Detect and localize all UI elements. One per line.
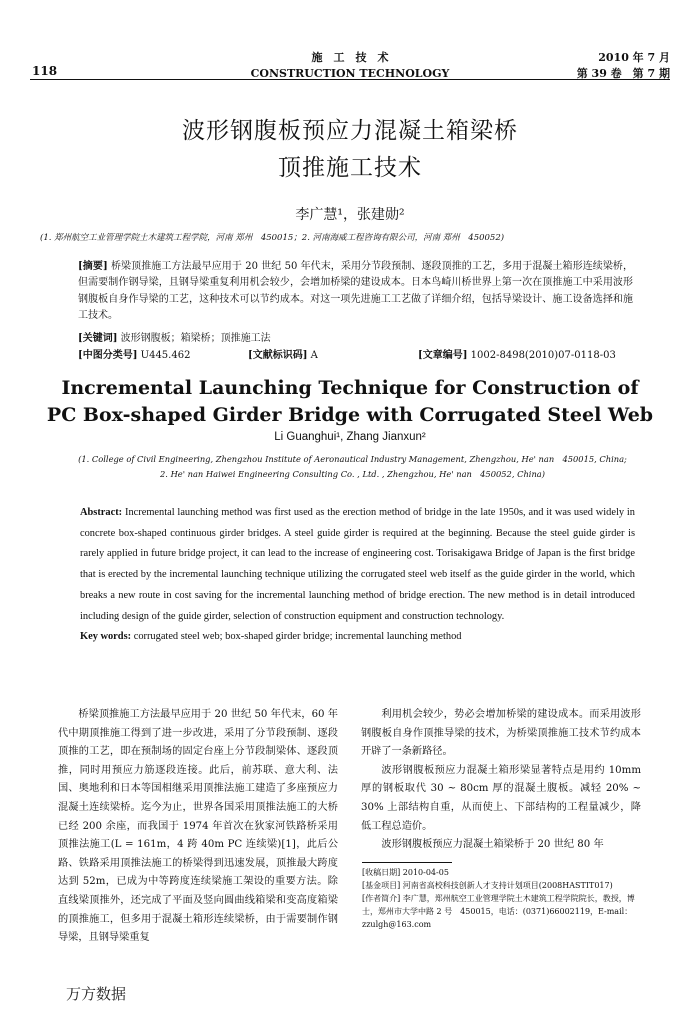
- issue-info: [577, 50, 670, 82]
- abstract-cn-text: 桥梁顶推施工方法最早应用于 20 世纪 50 年代末，采用分节段预制、逐段顶推的工艺，多用于混凝土箱形连续梁桥，但需要制作钢导梁，且钢导梁重复利用机会较少，会增加桥梁的建设成本。日本鸟崎川桥世界上第一次在顶推施工中采用波形钢腹板自身作导梁的工艺，这种技术可以节约成本。对这一项先进施工工艺做了详细介绍，包括导梁设计、施工设备选择和施工技术。: [78, 261, 634, 322]
- authors-en: Li Guanghui¹, Zhang Jianxun²: [274, 431, 426, 443]
- journal-name-cn: 施 工 技 术: [311, 51, 389, 64]
- title-cn-line-2: 顶推施工技术: [278, 155, 422, 181]
- classification-value: U445.462: [140, 350, 191, 361]
- footnote-rule: [362, 862, 452, 863]
- footnote-funding: [基金项目] 河南省高校科技创新人才支持计划项目(2008HASTIT017): [362, 881, 613, 890]
- affiliation-en-line-1: (1. College of Civil Engineering, Zhengzhou Institute of Aeronautical Industry Management, Zhengzhou, He' nan 450015, China;: [78, 454, 627, 464]
- footnotes: [362, 866, 647, 931]
- abstract-cn: [78, 259, 633, 325]
- keywords-cn: [78, 331, 638, 347]
- keywords-en-label: Key words:: [80, 631, 132, 643]
- abstract-en-text: Incremental launching method was first used as the erection method of bridge in the late 1950s, and it was used widely in concrete box-shaped continuous girder bridges. A steel guide girder is required at the beginning. Because the steel guide girder is rarely applied in future bridge project, it can lead to the increase of engineering cost. Torisakigawa Bridge of Japan is the first bridge that is erected by the incremental launching technique utilizing the corrugated steel web itself as the guide girder in the world, which breaks a new route in cost saving for the incremental launching method of bridge erection. The new method is in detail introduced including design of the guide girder, selection of construction equipment and construction technology.: [80, 507, 635, 622]
- keywords-en-text: corrugated steel web; box-shaped girder bridge; incremental launching method: [133, 631, 462, 643]
- header-rule: [30, 79, 670, 80]
- body-paragraph: 波形钢腹板预应力混凝土箱梁桥于 20 世纪 80 年: [381, 839, 604, 851]
- doc-code-label: [文献标识码]: [248, 350, 308, 361]
- affiliation-cn: (1. 郑州航空工业管理学院土木建筑工程学院，河南 郑州 450015；2. 河南海威工程咨询有限公司，河南 郑州 450052): [40, 233, 505, 243]
- classification-row: [78, 348, 638, 364]
- authors-cn: 李广慧¹，张建勋²: [295, 207, 405, 223]
- body-paragraph: 桥梁顶推施工方法最早应用于 20 世纪 50 年代末，60 年代中期顶推施工得到了进一步改进，采用了分节段预制、逐段顶推的工艺，即在预制场的固定台座上分节段制梁体、逐段顶推，同时用预应力筋逐段连接。此后，前苏联、意大利、法国、奥地利和日本等国相继采用顶推法施工建造了多座预应力混凝土连续梁桥。迄今为止，世界各国采用顶推法施工的大桥已经 200 余座，而我国于 1974 年首次在狄家河铁路桥采用顶推法施工(L = 161m，4 跨 40m PC 连续梁)[1]，此后公路、铁路采用顶推法施工的桥梁得到迅速发展，顶推最大跨度达到 52m，已成为中等跨度连续梁施工架设的重要方法。除直线梁顶推外，还完成了平面及竖向圆曲线箱梁和变高度箱梁的顶推施工，但多用于混凝土箱形连续梁桥，由于需要制作钢导梁，且钢导梁重复: [58, 709, 338, 944]
- abstract-en: [80, 503, 635, 648]
- page-number: 118: [32, 64, 58, 78]
- body-column-left: [58, 706, 338, 948]
- article-no-value: 1002-8498(2010)07-0118-03: [470, 350, 616, 361]
- keywords-en: [80, 627, 635, 648]
- issue-date: 2010 年 7 月: [598, 51, 670, 64]
- title-en: [0, 375, 700, 429]
- title-en-line-2: PC Box-shaped Girder Bridge with Corrugated Steel Web: [46, 404, 654, 426]
- abstract-cn-label: [摘要]: [78, 261, 108, 272]
- footnote-author: [作者简介] 李广慧，郑州航空工业管理学院土木建筑工程学院院长，教授，博士，郑州市大学中路 2 号 450015，电话：(0371)66002119，E-mail：zzulgh@163.com: [362, 894, 635, 929]
- keywords-cn-text: 波形钢腹板；箱梁桥；顶推施工法: [120, 333, 271, 344]
- title-cn: [0, 113, 700, 187]
- keywords-cn-label: [关键词]: [78, 333, 118, 344]
- body-column-right: [361, 706, 641, 855]
- title-en-line-1: Incremental Launching Technique for Construction of: [61, 377, 639, 399]
- affiliation-en-line-2: 2. He' nan Haiwei Engineering Consulting Co. , Ltd. , Zhengzhou, He' nan 450052, China): [160, 469, 545, 479]
- affiliation-en: [30, 452, 675, 482]
- volume-issue: 第 39 卷 第 7 期: [576, 67, 670, 80]
- article-no-label: [文章编号]: [418, 350, 468, 361]
- doc-code-value: A: [310, 350, 318, 361]
- title-cn-line-1: 波形钢腹板预应力混凝土箱梁桥: [182, 118, 518, 144]
- footnote-received: [收稿日期] 2010-04-05: [362, 868, 449, 877]
- watermark: 万方数据: [66, 985, 127, 1003]
- body-paragraph: 利用机会较少，势必会增加桥梁的建设成本。而采用波形钢腹板自身作顶推导梁的技术，为桥梁顶推施工技术节约成本开辟了一条新路径。: [361, 709, 641, 758]
- classification-label: [中图分类号]: [78, 350, 138, 361]
- body-paragraph: 波形钢腹板预应力混凝土箱形梁显著特点是用约 10mm 厚的钢板取代 30 ~ 80cm 厚的混凝土腹板。减轻 20% ~ 30% 上部结构自重，从而使上、下部结构的工程量减少，降低工程总造价。: [361, 764, 641, 832]
- abstract-en-label: Abstract:: [80, 507, 123, 518]
- journal-name-en: CONSTRUCTION TECHNOLOGY: [250, 67, 450, 80]
